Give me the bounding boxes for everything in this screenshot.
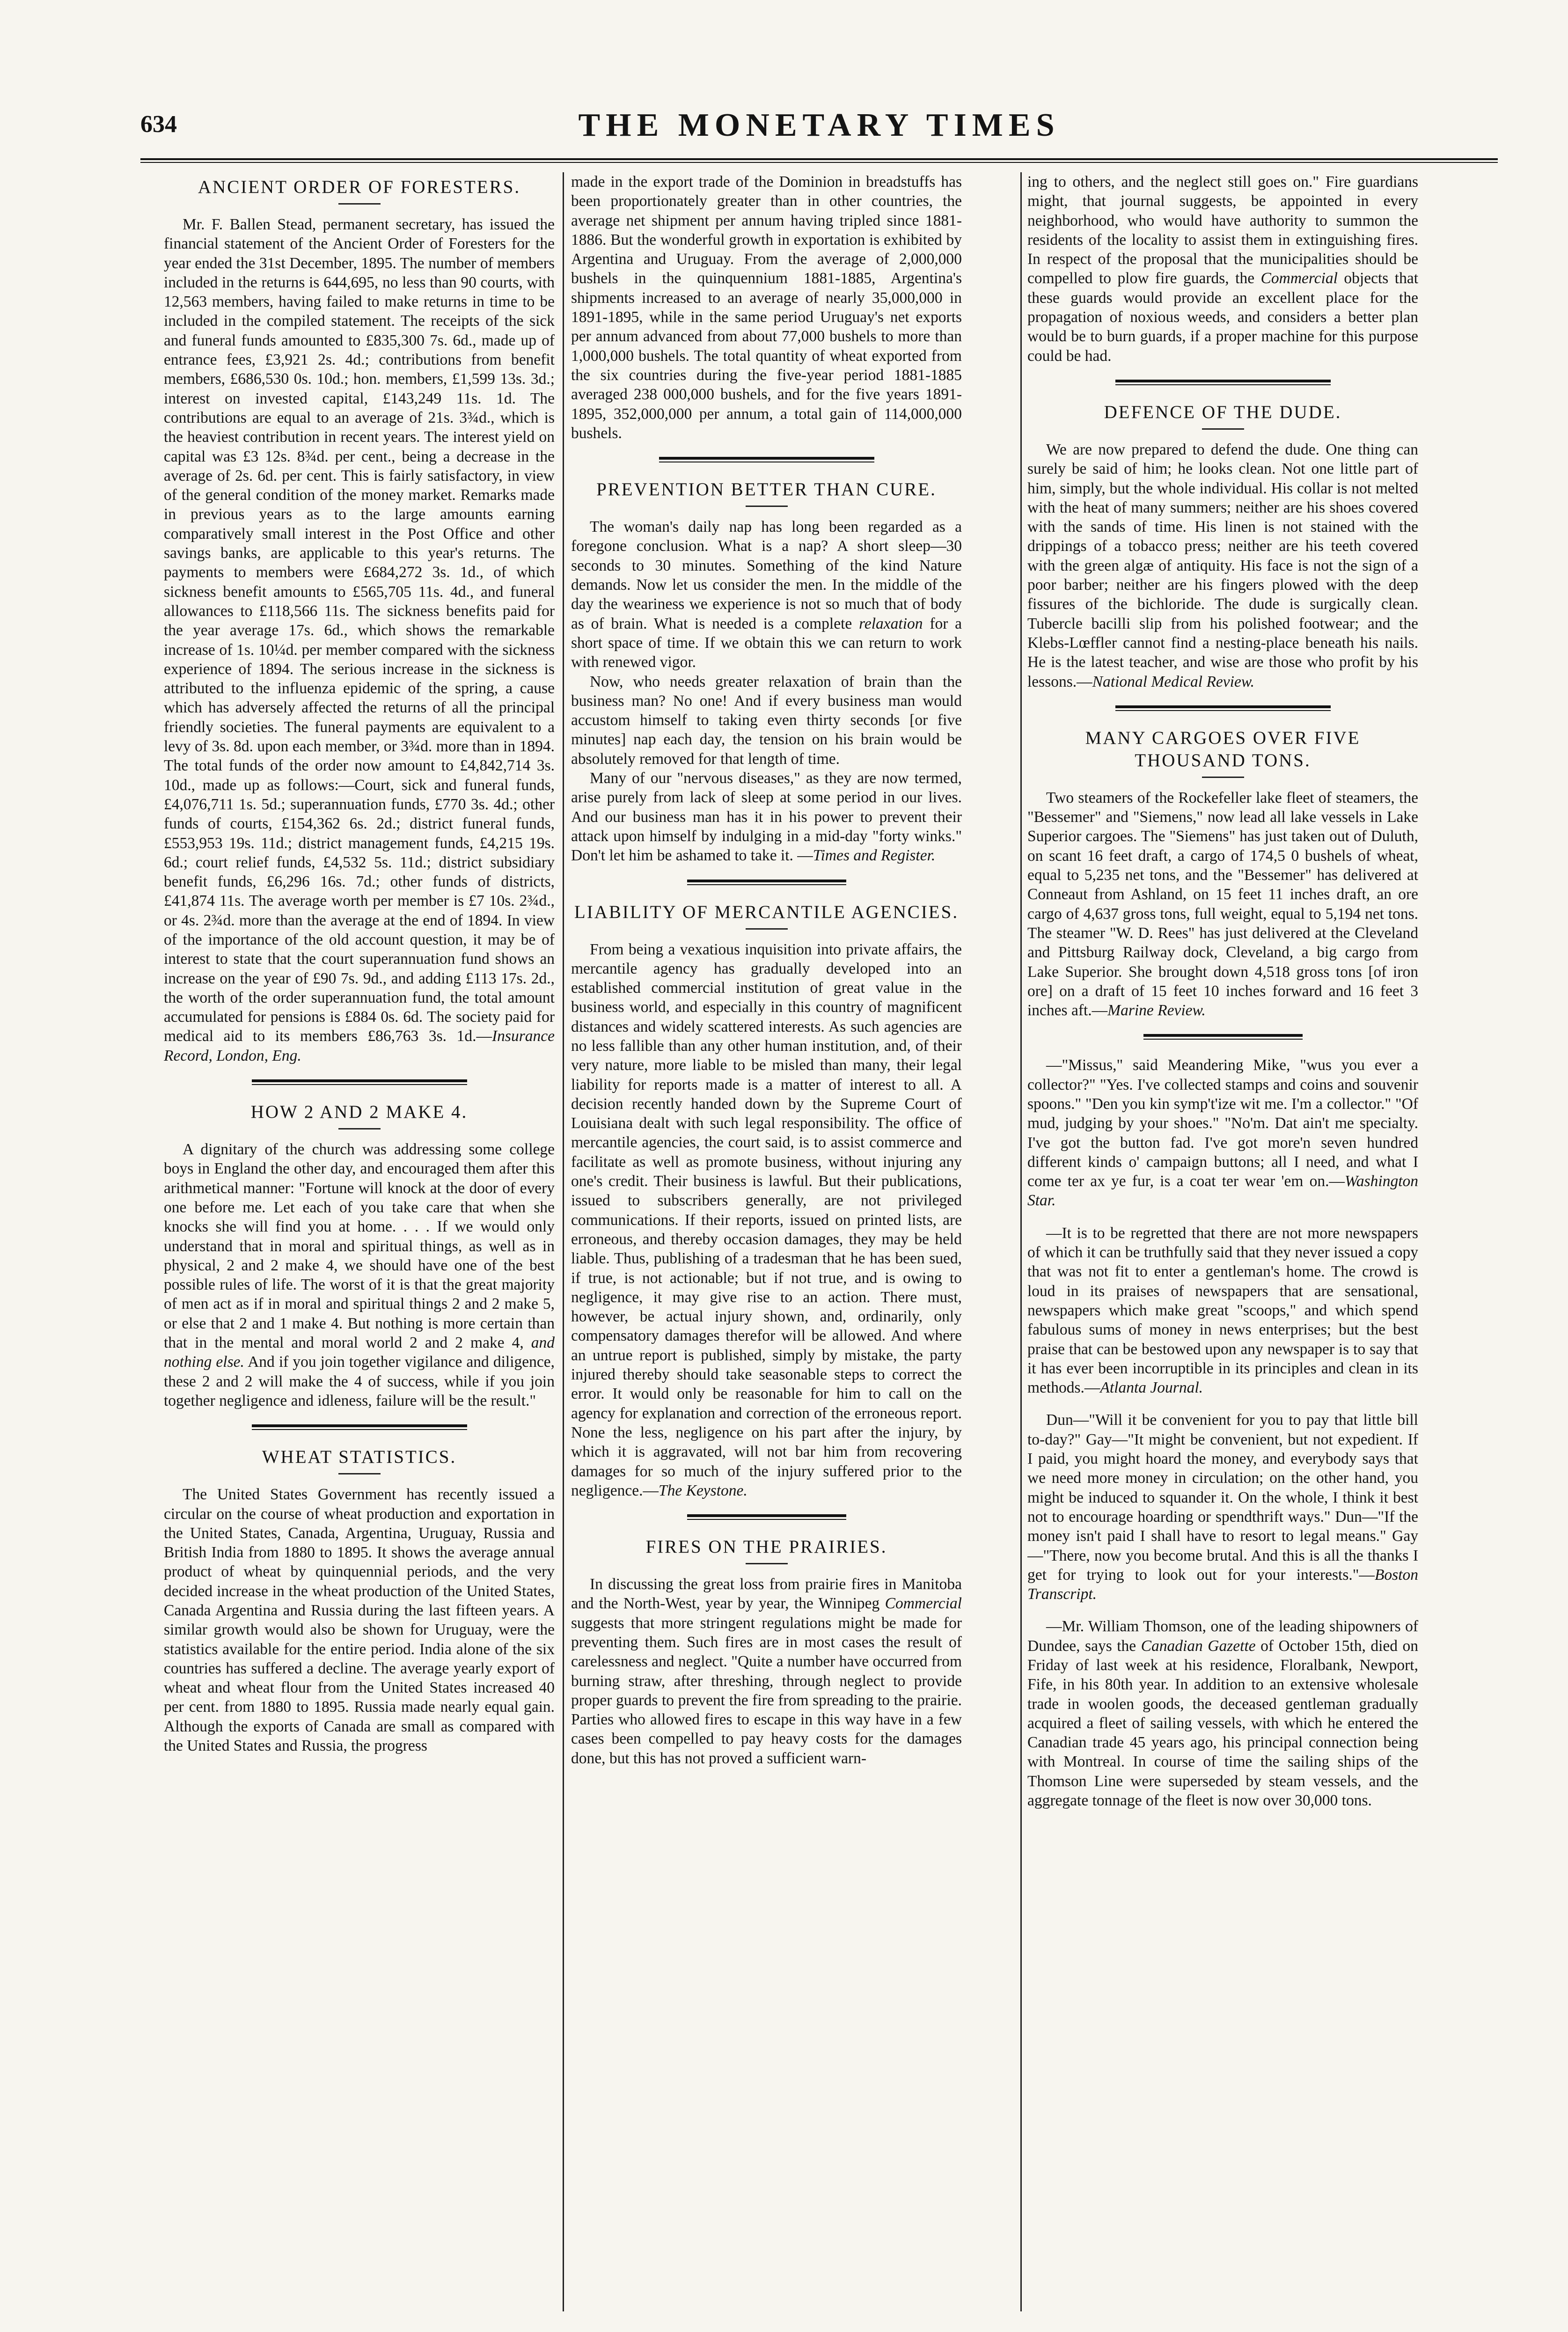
headline: ANCIENT ORDER OF FORESTERS. [198, 177, 521, 197]
article-foresters [164, 176, 555, 1065]
article-prevention [571, 478, 962, 865]
source-credit: Insurance Record, London, Eng. [164, 1027, 555, 1064]
article-body: In discussing the great loss from prairie fires in Manitoba and the North-West, year by year, the Winnipeg Commercial suggests that more stringent regulations might be made for preventing them. Such fires are in most cases the result of carelessness and neglect. "Quite a number have occurred from burning straw, after threshing, through neglect to provide proper guards to prevent the fire from spreading to the prairie. Parties who allowed fires to escape in this way have in a few cases been compelled to pay heavy costs for the damages done, but this has not proved a sufficient warn- [571, 1576, 962, 1767]
article-liability [571, 901, 962, 1501]
article-body: Dun—"Will it be convenient for you to pay that little bill to-day?" Gay—"It might be convenient, but not expedient. If I paid, you might hoard the money, and everybody says that we need more money in circulation; on the other hand, you might be induced to squander it. On the whole, I think it best not to encourage hoarding or spendthrift ways." Dun—"If the money isn't paid I shall have to resort to legal means." Gay—"There, now you become brutal. And this is all the thanks I get for trying to look out for your interests."—Boston Transcript. [1027, 1411, 1418, 1603]
article-body: made in the export trade of the Dominion in breadstuffs has been proportionately greater than in other countries, the average net shipment per annum having tripled since 1881-1886. But the wonderful growth in exportation is exhibited by Argentina and Uruguay. From the average of 2,000,000 bushels in the quinquennium 1881-1885, Argentina's shipments increased to an average of nearly 35,000,000 in 1891-1895, while in the same period Uruguay's net exports per annum advanced from about 77,000 bushels to more than 1,000,000 bushels. The total quantity of wheat exported from the six countries during the five-year period 1881-1885 averaged 238 000,000 bushels, and for the five years 1891-1895, 352,000,000 per annum, a total gain of 114,000,000 bushels. [571, 173, 962, 442]
headline: MANY CARGOES OVER FIVE THOUSAND TONS. [1085, 727, 1361, 770]
headline: LIABILITY OF MERCANTILE AGENCIES. [574, 902, 959, 922]
article-body: Mr. F. Ballen Stead, permanent secretary, has issued the financial statement of the Ancient Order of Foresters for the year ended the 31st December, 1895. The number of members included in the returns is 644,695, no less than 90 courts, with 12,563 members, having failed to make returns in time to be included in the compiled statement. The receipts of the sick and funeral funds amounted to £835,300 7s. 6d., made up of entrance fees, £3,921 2s. 4d.; contributions from benefit members, £686,530 0s. 10d.; hon. members, £1,599 13s. 3d.; interest on invested capital, £143,249 11s. 1d. The contributions are equal to an average of 21s. 3¾d., which is the heaviest contribution in recent years. The interest yield on capital was £3 12s. 8¾d. per cent., being a decrease in the average of 2s. 6d. per cent. This is fairly satisfactory, in view of the general condition of the money market. Remarks made in previous years as to the large amounts earning comparatively small interest in the Post Office and other savings banks, are applicable to this year's returns. The payments to members were £684,272 3s. 1d., of which sickness benefit amounts to £565,705 11s. 4d., and funeral allowances to £118,566 11s. The sickness benefits paid for the year average 17s. 6d., which shows the remarkable increase of 1s. 10¼d. per member compared with the sickness experience of 1894. The serious increase in the sickness is attributed to the influenza epidemic of the spring, a cause which has adversely affected the returns of all the principal friendly societies. The funeral payments are equivalent to a levy of 3s. 8d. upon each member, or 3¾d. more than in 1894. The total funds of the order now amount to £4,842,714 3s. 10d., made up as follows:—Court, sick and funeral funds, £4,076,711 1s. 5d.; superannuation funds, £770 3s. 4d.; other funds of courts, £154,362 6s. 2d.; district funeral funds, £553,953 19s. 11d.; district management funds, £4,215 19s. 6d.; court relief funds, £4,532 5s. 11d.; district subsidiary benefit funds, £6,296 16s. 7d.; other funds of districts, £41,874 11s. The average worth per member is £7 10s. 2¾d., or 4s. 2¾d. more than the average at the end of 1894. In view of the importance of the old account question, it may be of interest to state that the court superannuation fund shows an increase on the year of £90 7s. 9d., and adding £113 17s. 2d., the worth of the order superannuation fund, the total amount accumulated for pensions is £884 0s. 6d. The society paid for medical aid to its members £86,763 3s. 1d.—Insurance Record, London, Eng. [164, 216, 555, 1064]
column-divider [563, 172, 564, 2311]
section-divider [687, 1514, 846, 1520]
article-body: —It is to be regretted that there are not more newspapers of which it can be truthfully said that they never issued a copy that was not fit to enter a gentleman's home. The crowd is loud in its praises of newspapers that are sensational, newspapers which make great "scoops," and which spend fabulous sums of money in news enterprises; but the best praise that can be bestowed upon any newspaper is to say that it has ever been incorruptible in its principles and clean in its methods.—Atlanta Journal. [1027, 1224, 1418, 1397]
article-body: We are now prepared to defend the dude. One thing can surely be said of him; he looks clean. Not one little part of him, simply, but the whole individual. His collar is not melted with the heat of many summers; neither are his shoes covered with the sands of time. His linen is not stained with the drippings of a tobacco press; neither are his teeth covered with the green algæ of antiquity. His face is not the sign of a poor barber; neither are his fingers plowed with the deep fissures of the bichloride. The dude is surgically clean. Tubercle bacilli slip from his polished footwear; and the Klebs-Lœffler cannot find a nesting-place beneath his nails. He is the latest teacher, and wise are those who profit by his lessons.—National Medical Review. [1027, 440, 1418, 690]
source-credit: Times and Register. [813, 847, 936, 865]
headline-rule [746, 506, 788, 507]
column-2 [571, 172, 962, 2330]
article-body: From being a vexatious inquisition into private affairs, the mercantile agency has gradually developed into an established commercial institution of great value in the business world, and especially in this country of magnificent distances and widely scattered interests. As such agencies are no less fallible than any other human institution, and, of their very nature, more liable to be misled than many, their legal liability for reports made is a matter of interest to all. A decision recently handed down by the Supreme Court of Louisiana dealt with such legal responsibility. The office of mercantile agencies, the court said, is to assist commerce and facilitate as well as promote business, without injuring any one's credit. Their business is lawful. But their publications, issued to subscribers generally, are not privileged communications. If their reports, issued on printed lists, are erroneous, and thereby occasion damages, they may be held liable. Thus, publishing of a tradesman that he has been sued, if true, is not actionable; but if not true, and is owing to negligence, it may give rise to an action. There must, however, be actual injury shown, and, ordinarily, only compensatory damages therefor will be allowed. And where an untrue report is published, simply by mistake, the party injured thereby should take seasonable steps to correct the error. It would only be reasonable for him to call on the agency for explanation and correction of the erroneous report. None the less, negligence on his part after the injury, by which it is aggravated, will not bar him from recovering damages for so much of the injury suffered prior to the negligence.—The Keystone. [571, 940, 962, 1499]
source-credit: National Medical Review. [1092, 673, 1255, 690]
section-divider [252, 1079, 467, 1085]
section-divider [1115, 705, 1331, 711]
source-credit: The Keystone. [658, 1481, 747, 1499]
column-1 [164, 172, 555, 2330]
article-cargoes [1027, 727, 1418, 1020]
source-credit: Washington Star. [1027, 1173, 1418, 1210]
headline-rule [746, 928, 788, 930]
article-body: ing to others, and the neglect still goes on." Fire guardians might, that journal suggests, be appointed in every neighborhood, who would have authority to summon the residents of the locality to assist them in extinguishing fires. In respect of the proposal that the municipalities should be compelled to plow fire guards, the Commercial objects that these guards would provide an excellent place for the propagation of noxious weeds, and considers a better plan would be to burn guards, if a proper machine for this purpose could be had. [1027, 173, 1418, 365]
article-fires [571, 1536, 962, 1768]
headline-rule [1202, 428, 1244, 430]
page-number: 634 [140, 111, 177, 138]
item-dun [1027, 1410, 1418, 1604]
headline-rule [338, 203, 381, 205]
headline-rule [338, 1128, 381, 1129]
source-credit: Atlanta Journal. [1100, 1379, 1203, 1397]
page-header [140, 107, 1498, 154]
source-credit: Marine Review. [1107, 1002, 1206, 1019]
article-body: The United States Government has recently issued a circular on the course of wheat production and exportation in the United States, Canada, Argentina, Uruguay, Russia and British India from 1880 to 1895. It shows the average annual product of wheat by quinquennial periods, and the very decided increase in the wheat production of the United States, Canada Argentina and Russia during the last fifteen years. A similar growth would also be shown for Uruguay, were the statistics available for the entire period. India alone of the six countries has suffered a decline. The average yearly export of wheat and wheat flour from the United States increased 40 per cent. from 1880 to 1895. Russia made nearly equal gain. Although the exports of Canada are small as compared with the United States and Russia, the progress [164, 1486, 555, 1755]
article-body: Two steamers of the Rockefeller lake fleet of steamers, the "Bessemer" and "Siemens," now lead all lake vessels in Lake Superior cargoes. The "Siemens" has just taken out of Duluth, on scant 16 feet draft, a cargo of 174,5 0 bushels of wheat, equal to 5,235 net tons, and the "Bessemer" has delivered at Conneaut from Ashland, on 15 feet 11 inches draft, an ore cargo of 4,637 gross tons, full weight, equal to 5,194 net tons. The steamer "W. D. Rees" has just delivered at the Cleveland and Pittsburg Railway dock, Cleveland, a big cargo from Lake Superior. She brought down 4,518 gross tons [of iron ore] on a draft of 15 feet 10 inches forward and 16 feet 3 inches aft.—Marine Review. [1027, 789, 1418, 1019]
column-divider [1020, 172, 1022, 2311]
headline-rule [1202, 777, 1244, 778]
headline: HOW 2 AND 2 MAKE 4. [250, 1102, 468, 1122]
article-two-and-two [164, 1101, 555, 1410]
article-body: The woman's daily nap has long been regarded as a foregone conclusion. What is a nap? A short sleep—30 seconds to 30 minutes. Something of the kind Nature demands. Now let us consider the men. In the middle of the day the weariness we experience is not so much that of body as of brain. What is needed is a complete relaxation for a short space of time. If we obtain this we can return to work with renewed vigor. [571, 518, 962, 671]
article-body: A dignitary of the church was addressing some college boys in England the other day, and encouraged them after this arithmetical manner: "Fortune will knock at the door of every one before me. Let each of you take care that when she knocks she will find you at home. . . . If we would only understand that in moral and spiritual things, as well as in physical, 2 and 2 make 4, we should have one of the best possible rules of life. The worst of it is that the great majority of men act as if in moral and spiritual things 2 and 2 make 5, or else that 2 and 1 make 4. But nothing is more certain than that in the mental and moral world 2 and 2 make 4, and nothing else. And if you join together vigilance and diligence, these 2 and 2 will make the 4 of success, while if you join together negligence and idleness, failure will be the result." [164, 1141, 555, 1409]
headline: FIRES ON THE PRAIRIES. [645, 1537, 887, 1557]
item-mike [1027, 1056, 1418, 1210]
masthead-title: THE MONETARY TIMES [578, 107, 1060, 143]
item-thomson [1027, 1617, 1418, 1810]
headline: WHEAT STATISTICS. [262, 1447, 457, 1467]
article-body: —"Missus," said Meandering Mike, "wus you ever a collector?" "Yes. I've collected stamps and coins and souvenir spoons." "Den you kin symp't'ize wit me. I'm a collector." "Of mud, judging by your shoes." "No'm. Dat ain't me specialty. I've got the button fad. I've got more'n seven hundred different kinds o' campaign buttons; all I need, and what I come ter ax ye fur, is a coat ter wear 'em on.—Washington Star. [1027, 1056, 1418, 1210]
article-body: Many of our "nervous diseases," as they are now termed, arise purely from lack of sleep at some period in our lives. And our business man has it in his power to prevent their attack upon himself by indulging in a mid-day "forty winks." Don't let him be ashamed to take it. —Times and Register. [571, 770, 962, 865]
article-wheat [164, 1446, 555, 1755]
article-body: —Mr. William Thomson, one of the leading shipowners of Dundee, says the Canadian Gazette of October 15th, died on Friday of last week at his residence, Floralbank, Newport, Fife, in his 80th year. In addition to an extensive wholesale trade in woolen goods, the deceased gentleman gradually acquired a fleet of sailing vessels, with which he entered the Canadian trade 45 years ago, his principal connection being with Montreal. In course of time the sailing ships of the Thomson Line were superseded by steam vessels, and the aggregate tonnage of the fleet is now over 30,000 tons. [1027, 1618, 1418, 1810]
column-3 [1027, 172, 1418, 2330]
section-divider [659, 457, 874, 462]
article-fires-continued [1027, 172, 1418, 366]
article-body: Now, who needs greater relaxation of brain than the business man? No one! And if every business man would accustom himself to taking even thirty seconds [or five minutes] nap each day, the tension on his brain would be absolutely removed for that length of time. [571, 673, 962, 768]
header-rule [140, 158, 1498, 163]
section-divider [252, 1424, 467, 1430]
article-dude [1027, 401, 1418, 691]
headline-rule [746, 1563, 788, 1564]
item-newspapers [1027, 1224, 1418, 1398]
section-divider [1143, 1034, 1303, 1040]
headline: PREVENTION BETTER THAN CURE. [596, 479, 937, 500]
source-credit: Boston Transcript. [1027, 1566, 1418, 1603]
headline: DEFENCE OF THE DUDE. [1104, 402, 1342, 422]
section-divider [687, 880, 846, 885]
headline-rule [338, 1473, 381, 1474]
article-wheat-continued [571, 172, 962, 443]
section-divider [1115, 380, 1331, 385]
